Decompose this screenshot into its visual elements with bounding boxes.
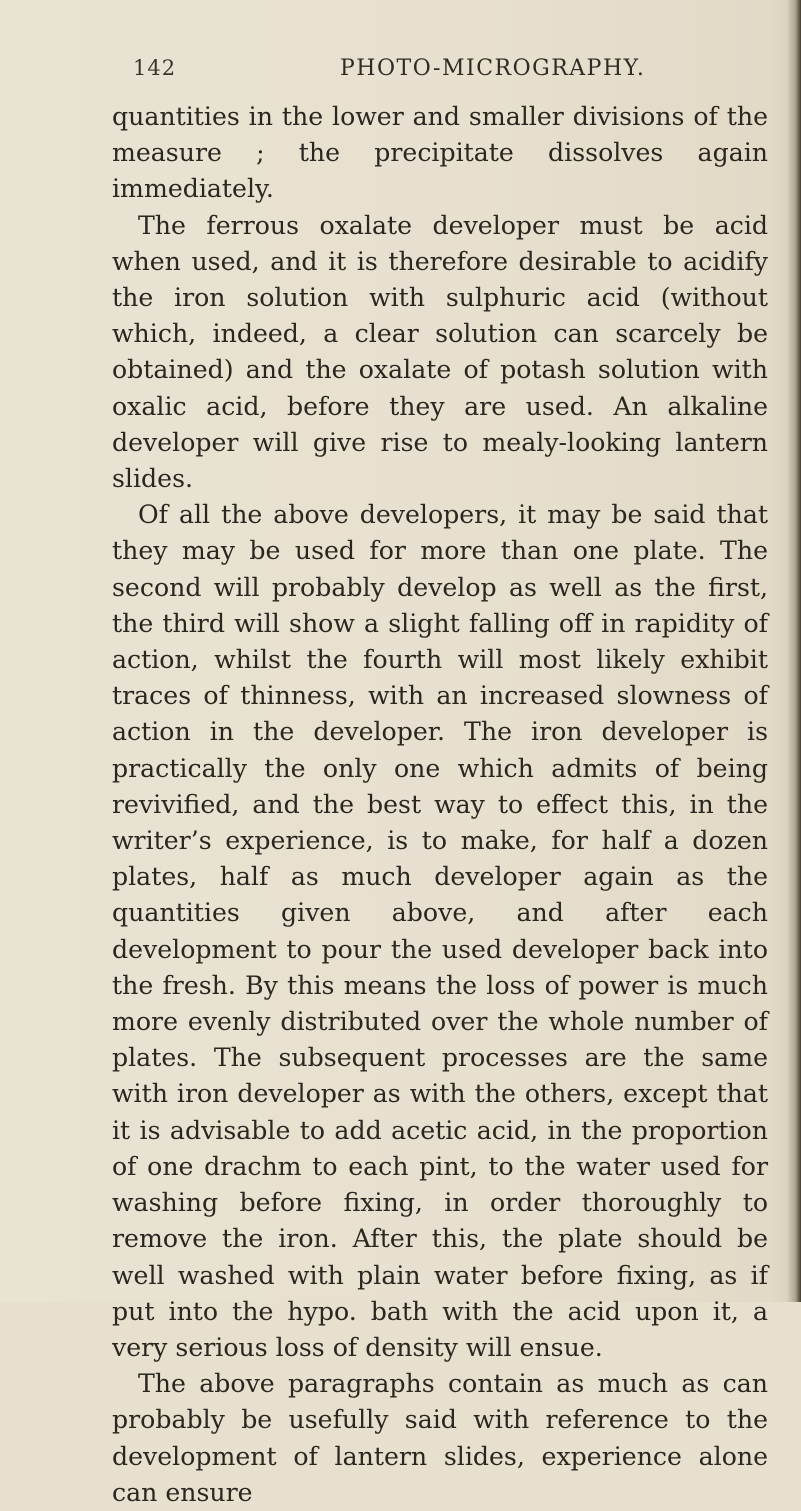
paragraph-conclusion: The above paragraphs contain as much as can probably be usefully said with reference to the development of lantern slides, experience alone can ensure <box>112 1369 768 1507</box>
page-number: 142 <box>133 56 177 80</box>
paragraph-reuse-of-developers: Of all the above developers, it may be said that they may be used for more than one plate. The second will probably develop as well as the first, the third will show a slight falling off in rapidity of action, whilst the fourth will most likely exhibit traces of thinness, with an increased slowness of action in the developer. The iron developer is practically the only one which admits of being revivified, and the best way to effect this, in the writer’s experience, is to make, for half a dozen plates, half as much developer again as the quantities given above, and after each development to pour the used developer back into the fresh. By this means the loss of power is much more evenly distributed over the whole number of plates. The subsequent processes are the same with iron developer as with the others, except that it is advisable to add acetic acid, in the proportion of one drachm to each pint, to the water used for washing before fixing, in order thoroughly to remove the iron. After this, the plate should be well washed with plain water before fixing, as if put into the hypo. bath with the acid upon it, a very serious loss of density will ensue. <box>112 500 768 1362</box>
page-edge-shadow <box>787 0 801 1302</box>
paragraph-ferrous-oxalate: The ferrous oxalate developer must be acid when used, and it is therefore desirable to acidify the iron solution with sulphuric acid (without which, indeed, a clear solution can scarcely be obtained) and the oxalate of potash solution with oxalic acid, before they are used. An alkaline developer will give rise to mealy-looking lantern slides. <box>112 210 768 494</box>
running-head <box>0 56 801 96</box>
paragraph-continuation: quantities in the lower and smaller divisions of the measure ; the precipitate dissolves again immediately. <box>112 102 768 204</box>
body-text <box>112 99 768 1511</box>
running-title: PHOTO-MICROGRAPHY. <box>340 56 646 81</box>
